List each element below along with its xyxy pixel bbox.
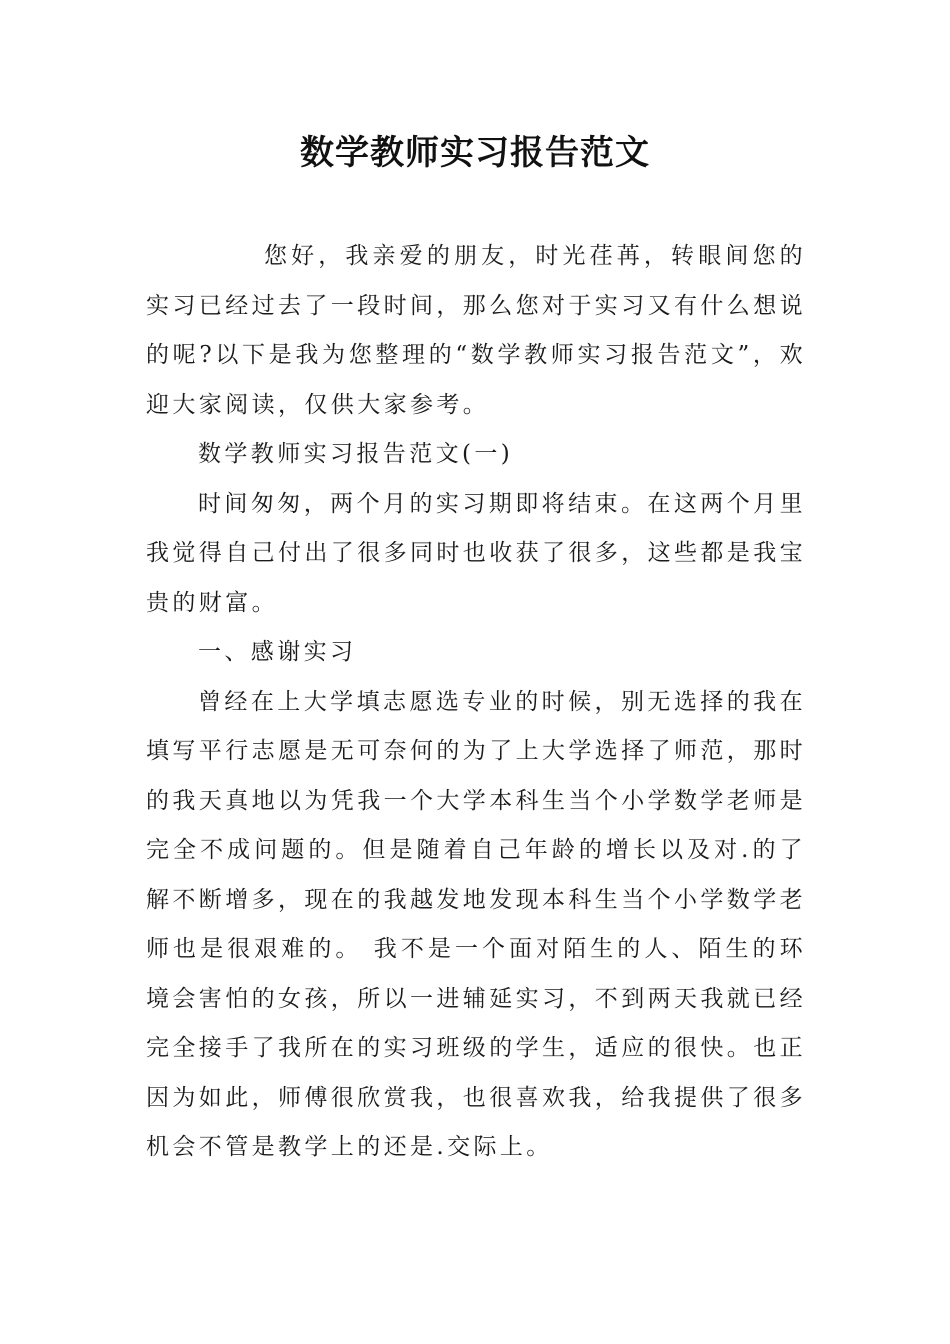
body-paragraph: 曾经在上大学填志愿选专业的时候，别无选择的我在填写平行志愿是无可奈何的为了上大学选择了师范，那时的我天真地以为凭我一个大学本科生当个小学数学老师是完全不成问题的。但是随着自己年龄的增长以及对.的了解不断增多，现在的我越发地发现本科生当个小学数学老师也是很艰难的。 我不是一个面对陌生的人、陌生的环境会害怕的女孩，所以一进辅延实习，不到两天我就已经完全接手了我所在的实习班级的学生，适应的很快。也正因为如此，师傅很欣赏我，也很喜欢我，给我提供了很多机会不管是教学上的还是.交际上。 — [146, 688, 806, 1160]
document-body — [146, 232, 806, 1173]
intro-paragraph: 您好，我亲爱的朋友，时光荏苒，转眼间您的实习已经过去了一段时间，那么您对于实习又有什么想说的呢?以下是我为您整理的“数学教师实习报告范文”，欢迎大家阅读，仅供大家参考。 — [146, 243, 806, 418]
section-heading: 数学教师实习报告范文(一) — [198, 441, 514, 467]
document-title: 数学教师实习报告范文 — [300, 133, 650, 173]
body-paragraph: 时间匆匆，两个月的实习期即将结束。在这两个月里我觉得自己付出了很多同时也收获了很多，这些都是我宝贵的财富。 — [146, 490, 806, 616]
subsection-heading: 一、感谢实习 — [198, 639, 357, 665]
